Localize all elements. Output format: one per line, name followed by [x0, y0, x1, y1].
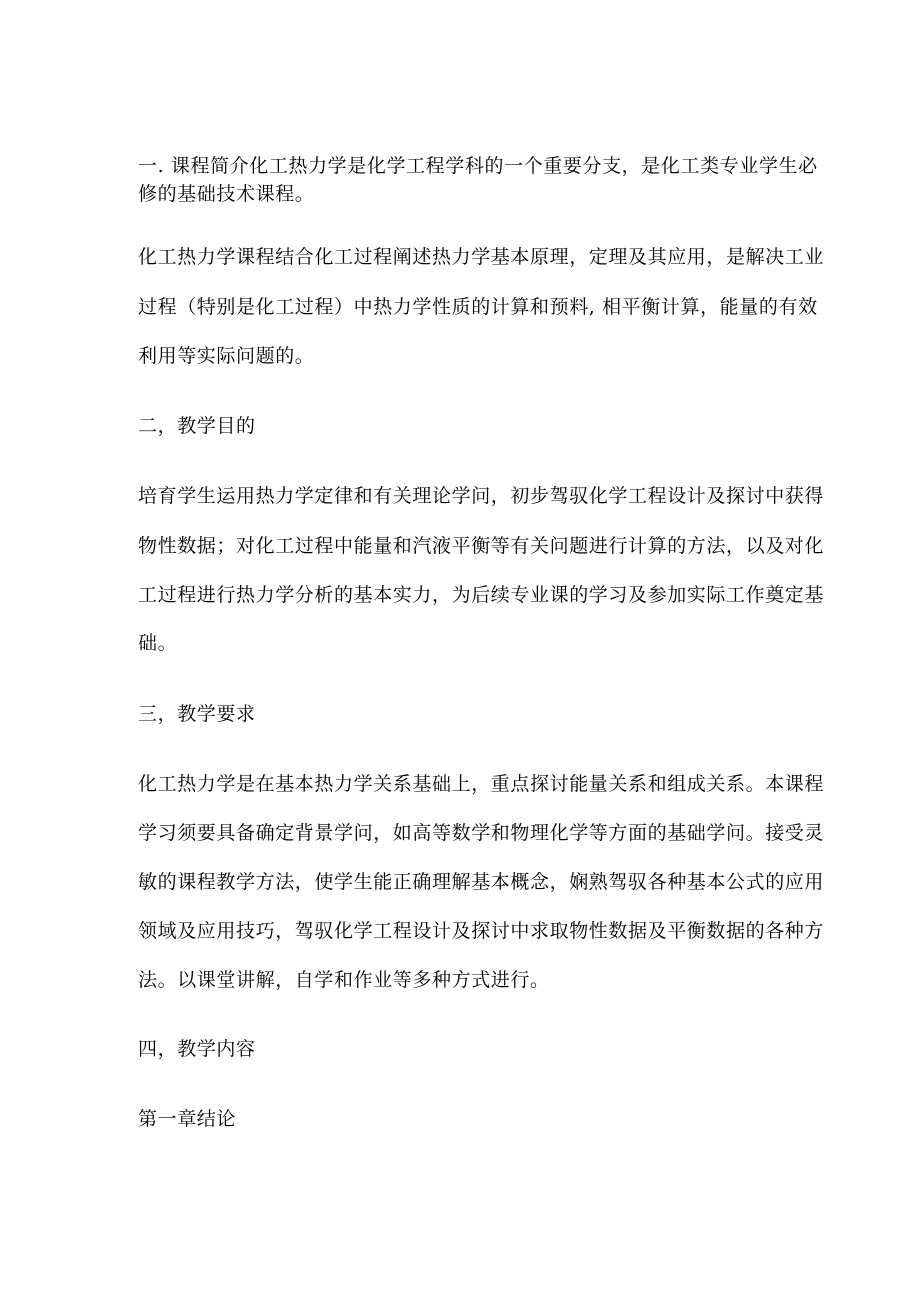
- requirements-line-5: 法。以课堂讲解，自学和作业等多种方式进行。: [138, 969, 550, 991]
- overview-line-1: 化工热力学课程结合化工过程阐述热力学基本原理，定理及其应用，是解决工业: [138, 246, 825, 268]
- intro-line-1: 一. 课程简介化工热力学是化学工程学科的一个重要分支，是化工类专业学生必: [138, 155, 818, 177]
- requirements-line-2: 学习须要具备确定背景学问，如高等数学和物理化学等方面的基础学问。接受灵: [138, 822, 825, 844]
- objectives-line-2: 物性数据；对化工过程中能量和汽液平衡等有关问题进行计算的方法，以及对化: [138, 535, 825, 557]
- objectives-line-3: 工过程进行热力学分析的基本实力，为后续专业课的学习及参加实际工作奠定基: [138, 584, 825, 606]
- overview-line-2: 过程（特别是化工过程）中热力学性质的计算和预料, 相平衡计算，能量的有效: [138, 296, 818, 318]
- intro-line-2: 修的基础技术课程。: [138, 183, 315, 205]
- section-heading-objectives: 二，教学目的: [138, 415, 256, 437]
- objectives-line-4: 础。: [138, 632, 178, 654]
- section-heading-requirements: 三，教学要求: [138, 703, 256, 725]
- objectives-line-1: 培育学生运用热力学定律和有关理论学问，初步驾驭化学工程设计及探讨中获得: [138, 485, 825, 507]
- requirements-line-3: 敏的课程教学方法，使学生能正确理解基本概念，娴熟驾驭各种基本公式的应用: [138, 871, 825, 893]
- requirements-line-4: 领域及应用技巧，驾驭化学工程设计及探讨中求取物性数据及平衡数据的各种方: [138, 920, 825, 942]
- chapter-heading: 第一章结论: [138, 1108, 237, 1130]
- section-heading-content: 四，教学内容: [138, 1038, 256, 1060]
- overview-line-3: 利用等实际问题的。: [138, 345, 315, 367]
- requirements-line-1: 化工热力学是在基本热力学关系基础上，重点探讨能量关系和组成关系。本课程: [138, 773, 825, 795]
